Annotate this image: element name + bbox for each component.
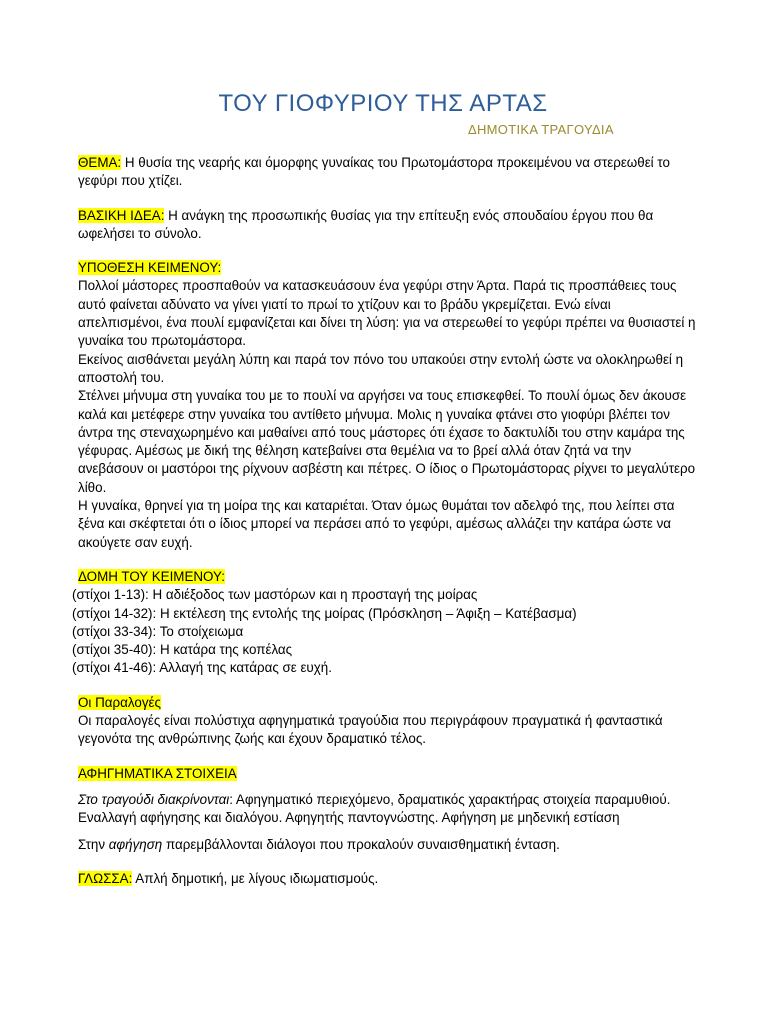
paraloges-text: Οι παραλογές είναι πολύστιχα αφηγηματικά τραγούδια που περιγράφουν πραγματικά ή φανταστικά γεγονότα της ανθρώπινης ζωής και έχουν δραματικό τέλος.: [78, 713, 663, 747]
domi-line-1: (στίχοι 1-13): Η αδιέξοδος των μαστόρων και η προσταγή της μοίρας: [72, 587, 478, 603]
thema-text: Η θυσία της νεαρής και όμορφης γυναίκας του Πρωτομάστορα προκειμένου να στερεωθεί το γεφύρι που χτίζει.: [78, 155, 670, 189]
document-title: ΤΟΥ ΓΙΟΦΥΡΙΟΥ ΤΗΣ ΑΡΤΑΣ: [218, 90, 548, 117]
glossa-text: Απλή δημοτική, με λίγους ιδιωματισμούς.: [132, 870, 379, 886]
paraloges-label: Οι Παραλογές: [78, 694, 161, 710]
thema-paragraph: [78, 154, 698, 191]
ypothesi-label: ΥΠΟΘΕΣΗ ΚΕΙΜΕΝΟΥ:: [78, 260, 222, 276]
afigimatika-p2-pre: Στην: [78, 836, 109, 852]
afigimatika-p1-rest: : Αφηγηματικό περιεχόμενο, δραματικός χαρακτήρας στοιχεία παραμυθιού. Εναλλαγή αφήγησης και διαλόγου. Αφηγητής παντογνώστης. Αφήγηση με μηδενική εστίαση: [78, 791, 671, 826]
ypothesi-paragraph-4: Η γυναίκα, θρηνεί για τη μοίρα της και καταριέται. Όταν όμως θυμάται τον αδελφό της, που λείπει στα ξένα και σκέφτεται ότι ο ίδιος μπορεί να περάσει από το γεφύρι, αμέσως αλλάζει την κατάρα ώστε να ακούγετε σαν ευχή.: [78, 498, 675, 550]
domi-line-2: (στίχοι 14-32): Η εκτέλεση της εντολής της μοίρας (Πρόσκληση – Άφιξη – Κατέβασμα): [72, 605, 577, 621]
thema-label: ΘΕΜΑ:: [78, 155, 122, 170]
glossa-label: ΓΛΩΣΣΑ:: [78, 870, 133, 886]
domi-label: ΔΟΜΗ ΤΟΥ ΚΕΙΜΕΝΟΥ:: [78, 568, 225, 584]
document-subtitle: ΔΗΜΟΤΙΚΑ ΤΡΑΓΟΥΔΙΑ: [468, 122, 614, 137]
document-body: [72, 154, 698, 888]
afigimatika-p1-italic: Στο τραγούδι διακρίνονται: [78, 791, 230, 807]
afigimatika-paragraph-1: [78, 791, 698, 828]
paraloges-heading: [78, 694, 698, 712]
domi-heading: [78, 568, 698, 586]
ypothesi-paragraph-3: Στέλνει μήνυμα στη γυναίκα του με το πουλί να αργήσει να τους επισκεφθεί. Το πουλί όμως δεν άκουσε καλά και μετέφερε στην γυναίκα του αντίθετο μήνυμα. Μολις η γυναίκα φτάνει στο γιοφύρι βλέπει τον άντρα της στεναχωρημένο και μαθαίνει από τους μάστορες ότι έχασε το δακτυλίδι του στην καμάρα της γέφυρας. Αμέσως με δική της θέληση κατεβαίνει στα θεμέλια να το βρεί αλλά όταν ζητά να την ανεβάσουν οι μαστόροι της ρίχνουν ασβέστη και πέτρες. Ο ίδιος ο Πρωτομάστορας ρίχνει το μεγαλύτερο λίθο.: [78, 388, 696, 495]
ypothesi-paragraph-2: Εκείνος αισθάνεται μεγάλη λύπη και παρά τον πόνο του υπακούει στην εντολή ώστε να ολοκληρωθεί η αποστολή του.: [78, 351, 684, 385]
vasiki-idea-label: ΒΑΣΙΚΗ ΙΔΕΑ:: [78, 207, 165, 223]
ypothesi-heading: [78, 259, 698, 277]
glossa-paragraph: [78, 870, 698, 888]
domi-line-3: (στίχοι 33-34): Το στοίχειωμα: [72, 623, 244, 639]
afigimatika-heading: [78, 765, 698, 783]
domi-line-5: (στίχοι 41-46): Αλλαγή της κατάρας σε ευχή.: [72, 660, 332, 676]
afigimatika-p2-italic: αφήγηση: [108, 836, 163, 852]
vasiki-idea-paragraph: [78, 207, 698, 244]
domi-line-4: (στίχοι 35-40): Η κατάρα της κοπέλας: [72, 642, 293, 658]
afigimatika-paragraph-2: [78, 836, 698, 854]
afigimatika-p2-rest: παρεμβάλλονται διάλογοι που προκαλούν συναισθηματική ένταση.: [162, 836, 560, 852]
ypothesi-paragraph-1: Πολλοί μάστορες προσπαθούν να κατασκευάσουν ένα γεφύρι στην Άρτα. Παρά τις προσπάθειες τους αυτό φαίνεται αδύνατο να γίνει γιατί το πρωί το χτίζουν και το βράδυ γκρεμίζεται. Ενώ είναι απελπισμένοι, ένα πουλί εμφανίζεται και δίνει τη λύση: για να στερεωθεί το γεφύρι πρέπει να θυσιαστεί η γυναίκα του πρωτομάστορα.: [78, 278, 696, 349]
afigimatika-label: ΑΦΗΓΗΜΑΤΙΚΑ ΣΤΟΙΧΕΙΑ: [78, 765, 237, 781]
vasiki-idea-text: Η ανάγκη της προσωπικής θυσίας για την επίτευξη ενός σπουδαίου έργου που θα ωφελήσει το σύνολο.: [78, 207, 654, 241]
